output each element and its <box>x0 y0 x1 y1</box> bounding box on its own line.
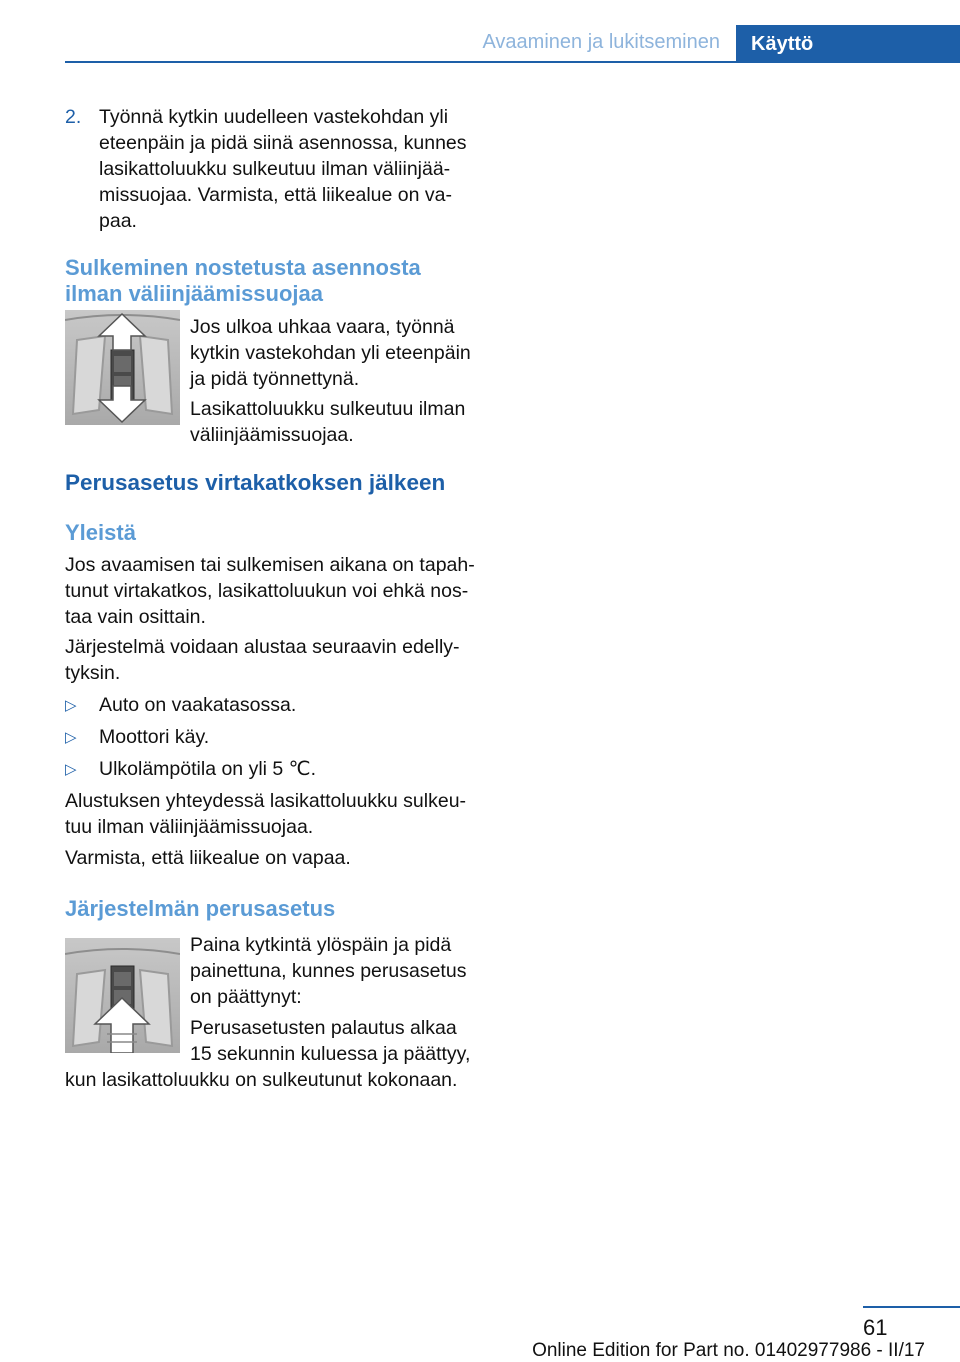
edition-note: Online Edition for Part no. 01402977986 - II/17 <box>532 1340 925 1361</box>
paragraph-line: Jos ulkoa uhkaa vaara, työnnä <box>190 316 455 338</box>
bullet-text: Moottori käy. <box>99 726 210 748</box>
bullet-text: Ulkolämpötila on yli 5 ℃. <box>99 758 316 780</box>
paragraph-line: painettuna, kunnes perusasetus <box>190 960 467 982</box>
section-heading: Sulkeminen nostetusta asennosta <box>65 255 421 280</box>
paragraph-line: 15 sekunnin kuluessa ja päättyy, <box>190 1043 471 1065</box>
paragraph-line: kytkin vastekohdan yli eteenpäin <box>190 342 471 364</box>
page-number: 61 <box>863 1315 888 1340</box>
paragraph-line: Varmista, että liikealue on vapaa. <box>65 847 351 869</box>
paragraph-line: taa vain osittain. <box>65 606 206 628</box>
section-heading: Perusasetus virtakatkoksen jälkeen <box>65 470 446 495</box>
paragraph-line: Paina kytkintä ylöspäin ja pidä <box>190 934 452 956</box>
bullet-icon: ▷ <box>65 697 77 714</box>
step-text-line: lasikattoluukku sulkeutuu ilman väliinjää- <box>99 158 451 180</box>
paragraph-line: kun lasikattoluukku on sulkeutunut kokonaan. <box>65 1069 458 1091</box>
step-text-line: paa. <box>99 210 137 232</box>
switch-up-illustration <box>65 938 180 1053</box>
paragraph-line: tuu ilman väliinjäämissuojaa. <box>65 816 314 838</box>
paragraph-line: Alustuksen yhteydessä lasikattoluukku sulkeu- <box>65 790 467 812</box>
paragraph-line: Lasikattoluukku sulkeutuu ilman <box>190 398 466 420</box>
switch-forward-illustration <box>65 310 180 425</box>
bullet-text: Auto on vaakatasossa. <box>99 694 297 716</box>
paragraph-line: Järjestelmä voidaan alustaa seuraavin edelly- <box>65 636 460 658</box>
paragraph-line: väliinjäämissuojaa. <box>190 424 354 446</box>
header-rule <box>65 61 960 63</box>
footer-rule <box>863 1306 960 1308</box>
section-heading: ilman väliinjäämissuojaa <box>65 281 324 306</box>
paragraph-line: on päättynyt: <box>190 986 302 1008</box>
step-text-line: eteenpäin ja pidä siinä asennossa, kunnes <box>99 132 467 154</box>
paragraph-line: Perusasetusten palautus alkaa <box>190 1017 457 1039</box>
paragraph-line: tyksin. <box>65 662 121 684</box>
header-chapter-tab: Käyttö <box>736 25 960 63</box>
subsection-heading: Järjestelmän perusasetus <box>65 896 336 921</box>
step-text-line: Työnnä kytkin uudelleen vastekohdan yli <box>99 106 449 128</box>
bullet-icon: ▷ <box>65 761 77 778</box>
bullet-icon: ▷ <box>65 729 77 746</box>
header-section-title: Avaaminen ja lukitseminen <box>482 31 720 53</box>
paragraph-line: tunut virtakatkos, lasikattoluukun voi ehkä nos- <box>65 580 469 602</box>
subsection-heading: Yleistä <box>65 520 136 545</box>
paragraph-line: ja pidä työnnettynä. <box>190 368 360 390</box>
step-text-line: missuojaa. Varmista, että liikealue on va- <box>99 184 452 206</box>
step-number: 2. <box>65 106 82 128</box>
paragraph-line: Jos avaamisen tai sulkemisen aikana on tapah- <box>65 554 475 576</box>
